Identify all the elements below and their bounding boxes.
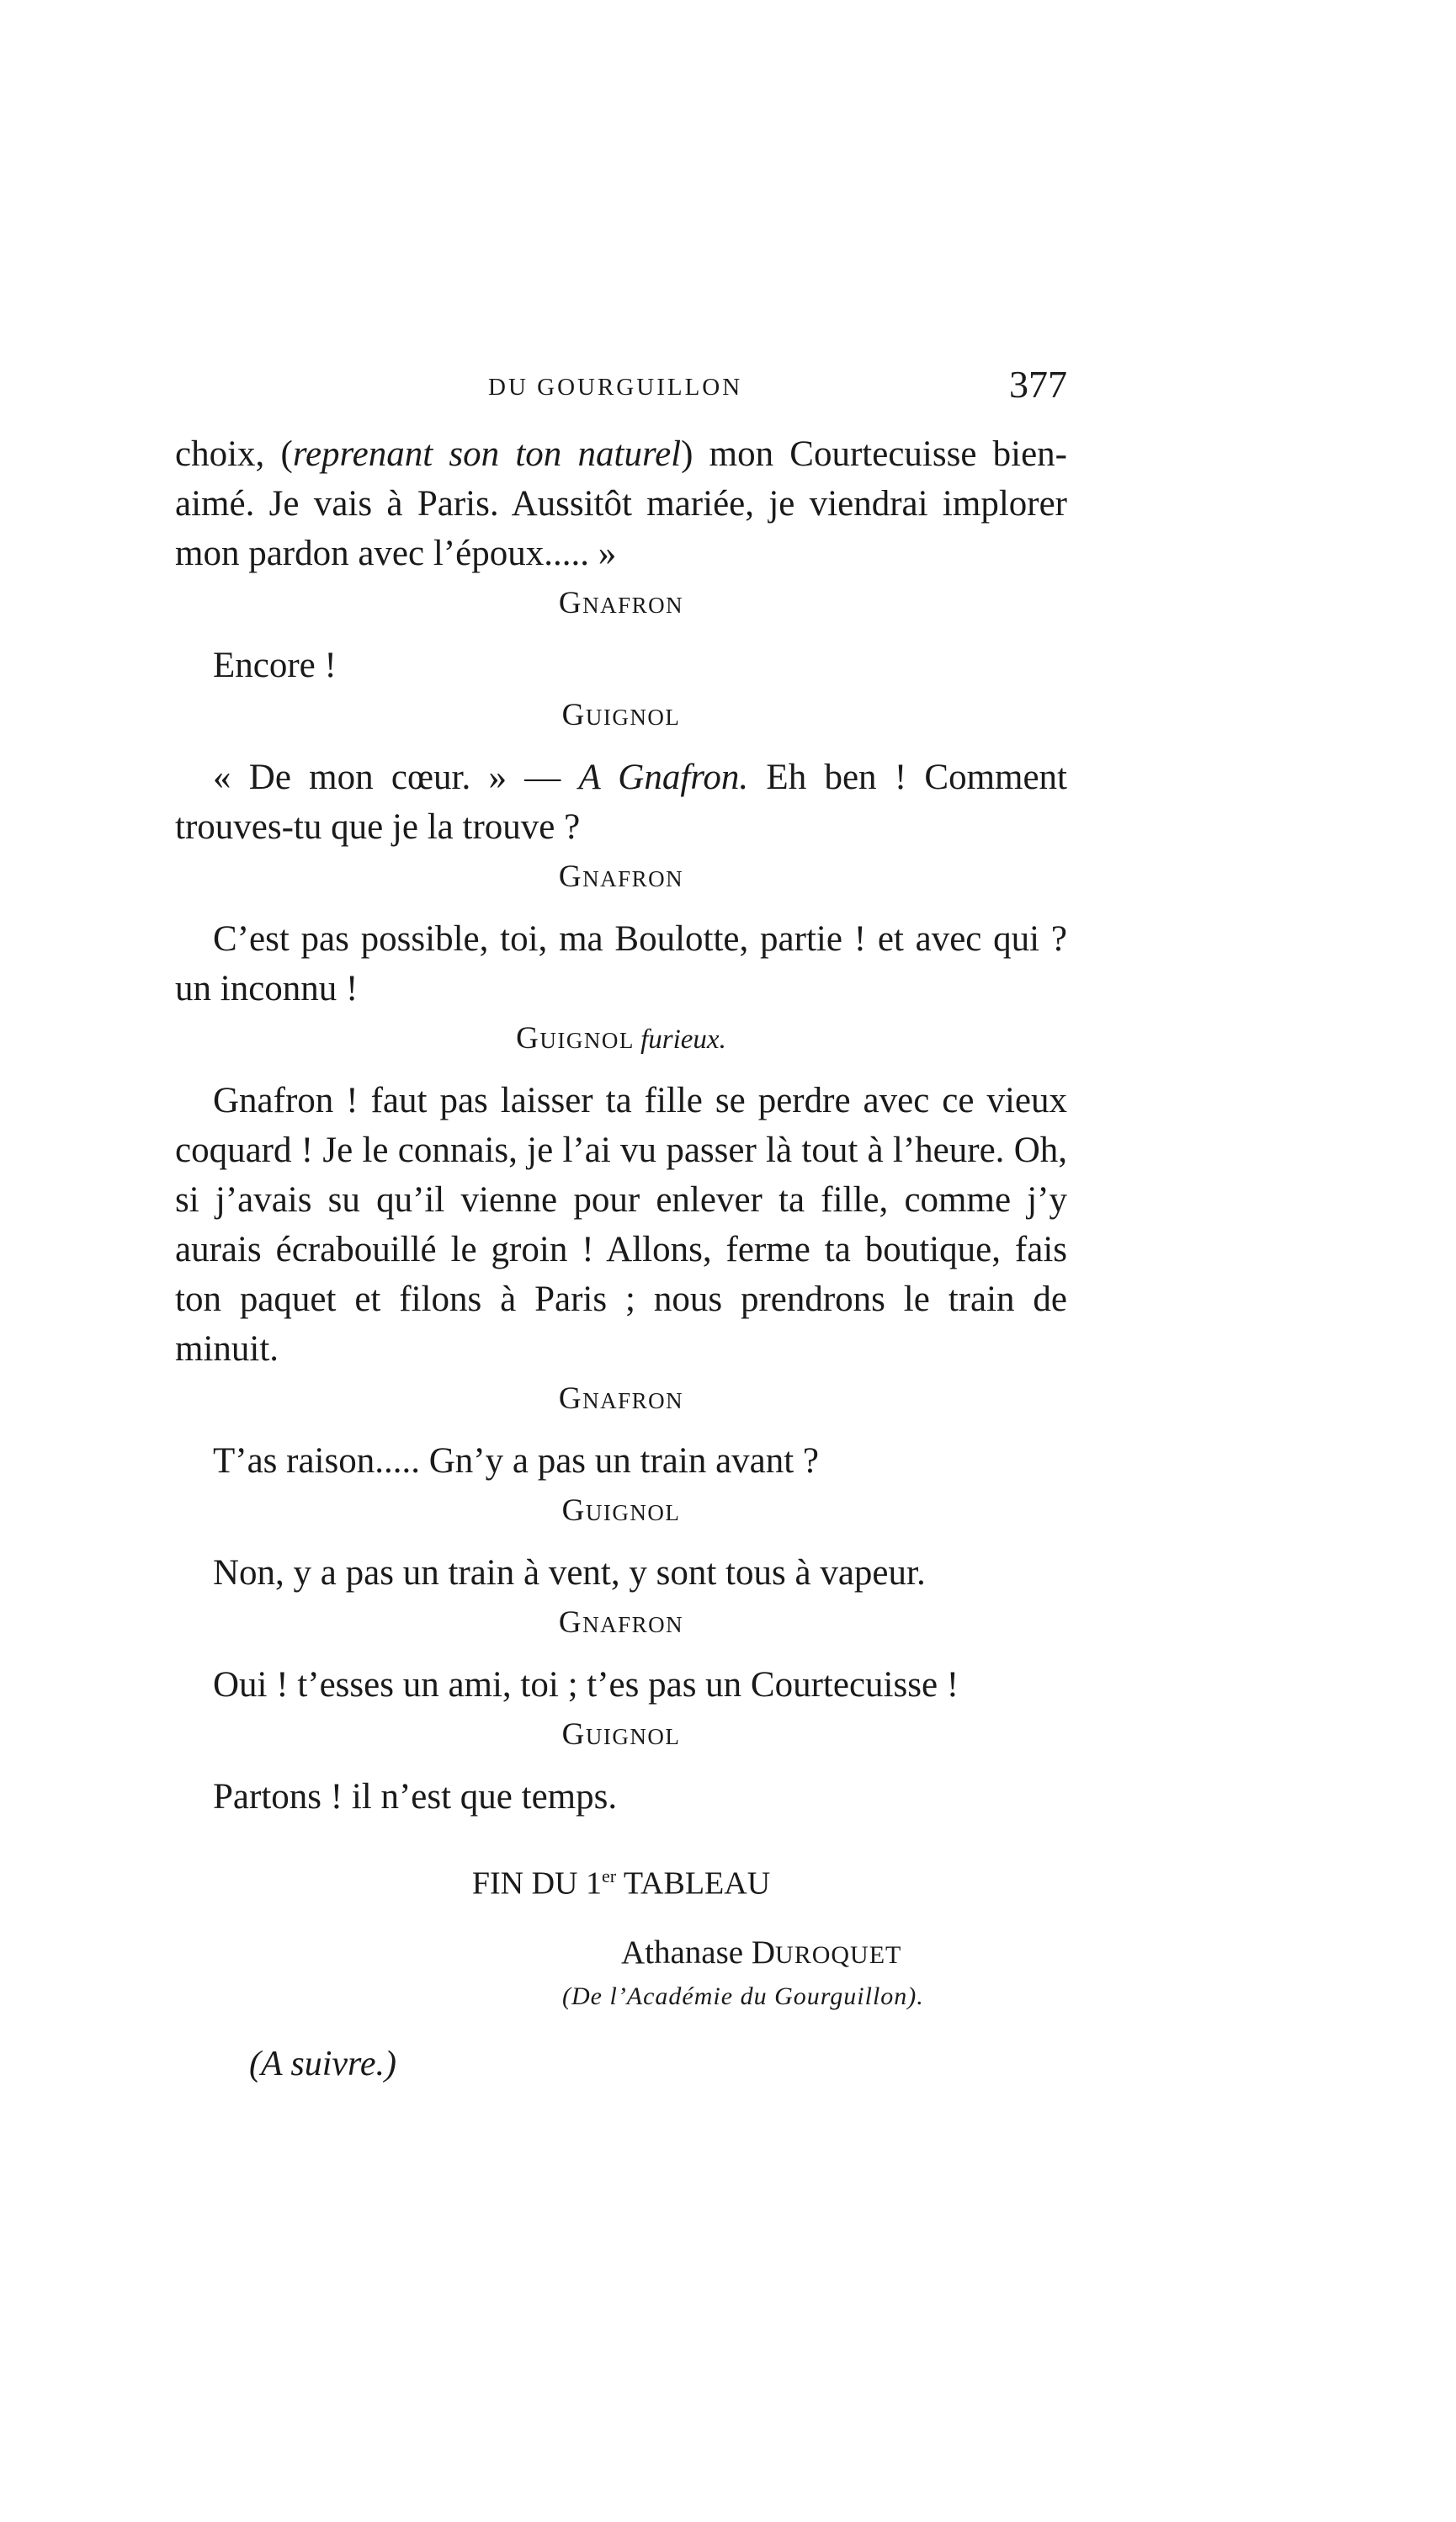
speaker-name: [175, 1382, 1067, 1418]
dialogue-line: [175, 914, 1067, 1014]
speaker-initial: G: [558, 586, 583, 620]
text-run: C’est pas possible, toi, ma Boulotte, partie ! et avec qui ? un inconnu !: [175, 919, 1067, 1008]
speaker-initial: G: [516, 1021, 540, 1056]
speaker-rest: NAFRON: [582, 866, 684, 891]
speaker-initial: G: [558, 859, 583, 894]
text-run: ) mon Courtecuisse bien-aimé. Je vais à Paris. Aussitôt mariée, je viendrai implorer mon pardon avec l’époux..... »: [175, 434, 1067, 573]
dialogue-line: [175, 641, 1067, 690]
running-title: DU GOURGUILLON: [488, 374, 743, 401]
fin-text-before: FIN DU 1: [471, 1865, 602, 1902]
end-of-scene: [175, 1855, 1067, 1905]
dialogue-line: [175, 1772, 1067, 1822]
dialogue-line: [175, 1548, 1067, 1598]
author-surname-initial: D: [751, 1934, 776, 1971]
text-run: T’as raison..... Gn’y a pas un train avant ?: [213, 1441, 820, 1481]
speaker-rest: NAFRON: [582, 1612, 684, 1637]
dialogue-line: [175, 1436, 1067, 1486]
text-run: choix, (: [175, 434, 293, 474]
speaker-initial: G: [558, 1381, 583, 1416]
dialogue: [175, 429, 1067, 1822]
text-run: Encore !: [213, 646, 337, 685]
speaker-name: [175, 1718, 1067, 1753]
speaker-initial: G: [561, 698, 586, 732]
text-run: Oui ! t’esses un ami, toi ; t’es pas un Courtecuisse !: [213, 1665, 959, 1705]
dialogue-line: [175, 1660, 1067, 1710]
dialogue-line: [175, 429, 1067, 578]
italic-stage-text: A Gnafron.: [578, 758, 749, 797]
speaker-name: [175, 1606, 1067, 1641]
speaker-initial: G: [558, 1605, 583, 1640]
speaker-initial: G: [561, 1493, 586, 1528]
speaker-name: [175, 1022, 1067, 1057]
fin-superscript: er: [601, 1865, 617, 1886]
speaker-name: [175, 1494, 1067, 1530]
dialogue-line: [175, 1076, 1067, 1374]
running-head: [175, 362, 1067, 412]
stage-direction: furieux.: [640, 1024, 726, 1055]
text-run: Non, y a pas un train à vent, y sont tous à vapeur.: [213, 1553, 926, 1593]
dialogue-line: [175, 753, 1067, 852]
speaker-rest: NAFRON: [582, 1388, 684, 1413]
speaker-initial: G: [561, 1717, 586, 1752]
text-run: Eh ben ! Comment trouves-tu que je la trouve ?: [175, 758, 1068, 847]
speaker-name: [175, 587, 1067, 622]
speaker-rest: UIGNOL: [585, 1724, 681, 1749]
speaker-name: [175, 860, 1067, 896]
page-body: [175, 429, 1067, 2084]
to-be-continued: (A suivre.): [249, 2044, 396, 2083]
speaker-rest: UIGNOL: [585, 1500, 681, 1525]
fin-text-after: TABLEAU: [616, 1865, 771, 1902]
speaker-rest: NAFRON: [582, 593, 684, 618]
author-signature: [621, 1930, 1067, 1978]
text-run: Gnafron ! faut pas laisser ta fille se perdre avec ce vieux coquard ! Je le connais, je l’ai vu passer là tout à l’heure. Oh, si j’avais su qu’il vienne pour enlever ta fille, comme j’y aurais écrabouillé le groin ! Allons, ferme ta boutique, fais ton paquet et filons à Paris ; nous prendrons le train de minuit.: [175, 1081, 1067, 1369]
speaker-rest: UIGNOL: [539, 1028, 634, 1053]
author-first-name: Athanase: [621, 1934, 752, 1971]
text-run: « De mon cœur. » —: [213, 758, 579, 797]
page-number: 377: [1009, 363, 1067, 406]
speaker-rest: UIGNOL: [585, 705, 681, 730]
text-run: Partons ! il n’est que temps.: [213, 1777, 618, 1817]
speaker-name: [175, 699, 1067, 734]
author-surname-rest: UROQUET: [775, 1940, 902, 1969]
italic-stage-text: reprenant son ton naturel: [292, 434, 682, 474]
author-affiliation: (De l’Académie du Gourguillon).: [562, 1982, 924, 2010]
